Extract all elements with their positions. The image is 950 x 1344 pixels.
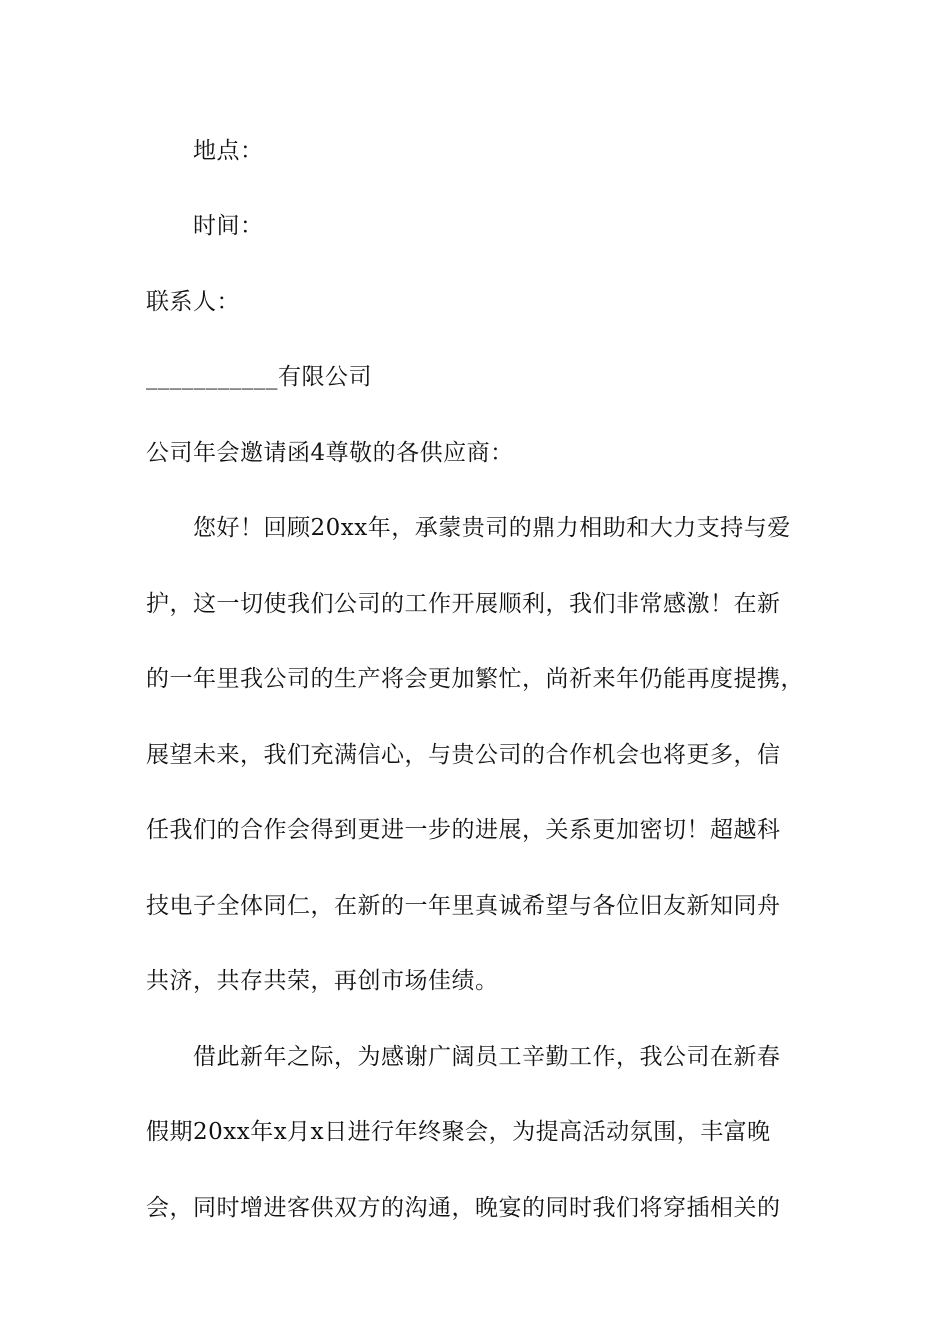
- paragraph2-line: 会，同时增进客供双方的沟通，晚宴的同时我们将穿插相关的: [146, 1195, 781, 1221]
- paragraph1-line: 展望未来，我们充满信心，与贵公司的合作机会也将更多，信: [146, 742, 781, 768]
- paragraph1-line: 护，这一切使我们公司的工作开展顺利，我们非常感激！在新: [146, 591, 781, 617]
- paragraph1-line: 的一年里我公司的生产将会更加繁忙，尚祈来年仍能再度提携，: [146, 666, 804, 692]
- paragraph1-line: 您好！回顾20xx年，承蒙贵司的鼎力相助和大力支持与爱: [193, 515, 791, 541]
- location-label: 地点：: [193, 138, 264, 164]
- letter-heading: 公司年会邀请函4尊敬的各供应商：: [146, 440, 514, 466]
- paragraph1-line: 共济，共存共荣，再创市场佳绩。: [146, 968, 499, 994]
- paragraph1-line: 技电子全体同仁，在新的一年里真诚希望与各位旧友新知同舟: [146, 893, 781, 919]
- time-label: 时间：: [193, 213, 264, 239]
- paragraph2-line: 假期20xx年x月x日进行年终聚会，为提高活动氛围，丰富晚: [146, 1119, 771, 1145]
- paragraph1-line: 任我们的合作会得到更进一步的进展，关系更加密切！超越科: [146, 817, 781, 843]
- paragraph2-line: 借此新年之际，为感谢广阔员工辛勤工作，我公司在新春: [193, 1044, 781, 1070]
- company-signature-line: ___________有限公司: [146, 364, 372, 390]
- contact-label: 联系人：: [146, 289, 240, 315]
